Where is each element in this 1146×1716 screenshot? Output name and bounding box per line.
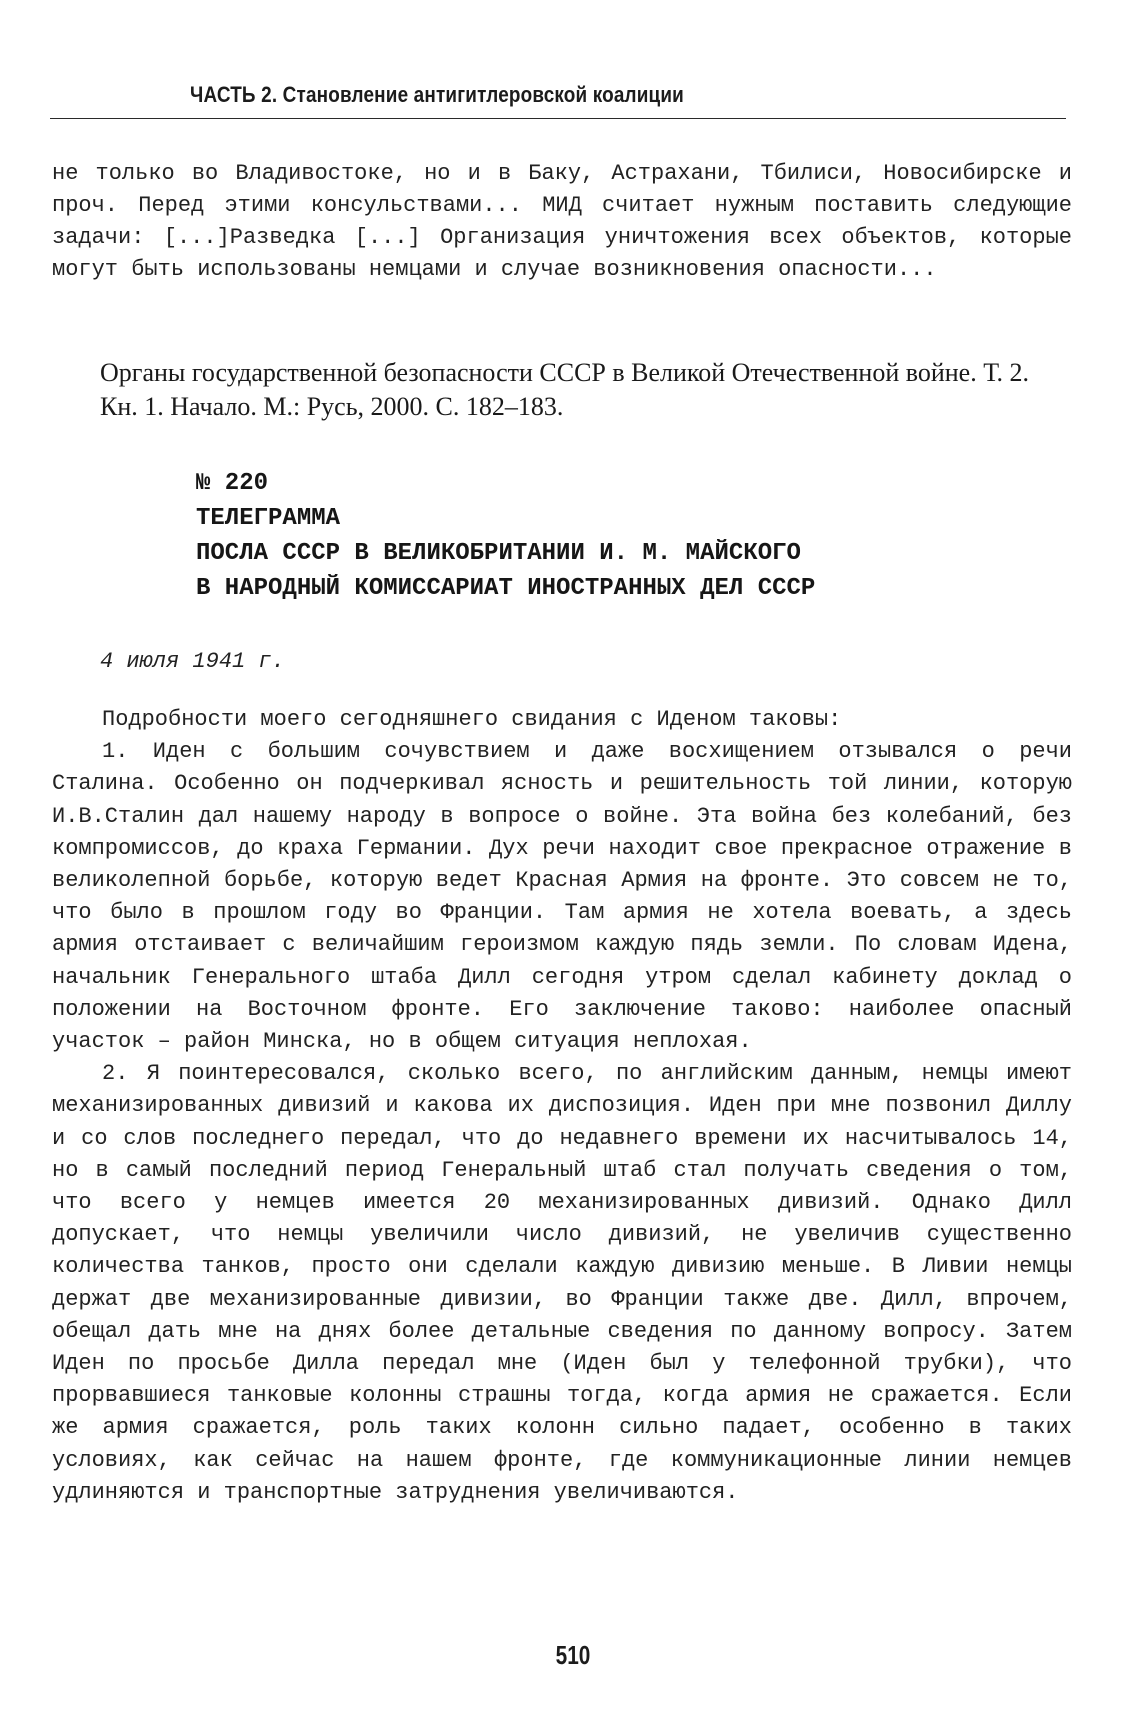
document-date: 4 июля 1941 г. <box>100 649 285 674</box>
source-citation: Органы государственной безопасности СССР в Великой Отечественной войне. Т. 2. Кн. 1. Начало. М.: Русь, 2000. С. 182–183. <box>100 358 1030 421</box>
page-number: 510 <box>555 1640 591 1670</box>
document-title-line: ПОСЛА СССР В ВЕЛИКОБРИТАНИИ И. М. МАЙСКОГО <box>196 540 801 567</box>
telegram-paragraph: 1. Иден с большим сочувствием и даже восхищением отзывался о речи Сталина. Особенно он подчеркивал ясность и решительность той линии, которую И.В.Сталин дал нашему народу в вопросе о войне. Эта война без колебаний, без компромиссов, до краха Германии. Дух речи находит свое прекрасное отражение в великолепной борьбе, которую ведет Красная Армия на фронте. Это совсем не то, что было в прошлом году во Франции. Там армия не хотела воевать, а здесь армия отстаивает с величайшим героизмом каждую пядь земли. По словам Идена, начальник Генерального штаба Дилл сегодня утром сделал кабинету доклад о положении на Восточном фронте. Его заключение таково: наиболее опасный участок – район Минска, но в общем ситуация неплохая. <box>52 739 1072 1055</box>
document-title-line: ТЕЛЕГРАММА <box>196 505 341 532</box>
document-number: № 220 <box>196 470 269 497</box>
document-title-line: В НАРОДНЫЙ КОМИССАРИАТ ИНОСТРАННЫХ ДЕЛ СССР <box>196 575 816 602</box>
running-header: ЧАСТЬ 2. Становление антигитлеровской коалиции <box>190 82 684 107</box>
document-heading <box>196 466 1056 606</box>
telegram-paragraph: 2. Я поинтересовался, сколько всего, по английским данным, немцы имеют механизированных дивизий и какова их диспозиция. Иден при мне позвонил Диллу и со слов последнего передал, что до недавнего времени их насчитывалось 14, но в самый последний период Генеральный штаб стал получать сведения о том, что всего у немцев имеется 20 механизированных дивизий. Однако Дилл допускает, что немцы увеличили число дивизий, не увеличив существенно количества танков, просто они сделали каждую дивизию меньше. В Ливии немцы держат две механизированные дивизии, во Франции также две. Дилл, впрочем, обещал дать мне на днях более детальные сведения по данному вопросу. Затем Иден по просьбе Дилла передал мне (Иден был у телефонной трубки), что прорвавшиеся танковые колонны страшны тогда, когда армия не сражается. Если же армия сражается, роль таких колонн сильно падает, особенно в таких условиях, как сейчас на нашем фронте, где коммуникационные линии немцев удлиняются и транспортные затруднения увеличиваются. <box>52 1061 1072 1505</box>
telegram-body <box>52 704 1072 1509</box>
quoted-text: не только во Владивостоке, но и в Баку, Астрахани, Тбилиси, Новосибирске и проч. Перед этими консульствами... МИД считает нужным поставить следующие задачи: [...]Разведка [...] Организация уничтожения всех объектов, которые могут быть использованы немцами и случае возникновения опасности... <box>52 161 1072 282</box>
header-rule <box>50 118 1066 119</box>
telegram-paragraph: Подробности моего сегодняшнего свидания с Иденом таковы: <box>102 707 842 732</box>
